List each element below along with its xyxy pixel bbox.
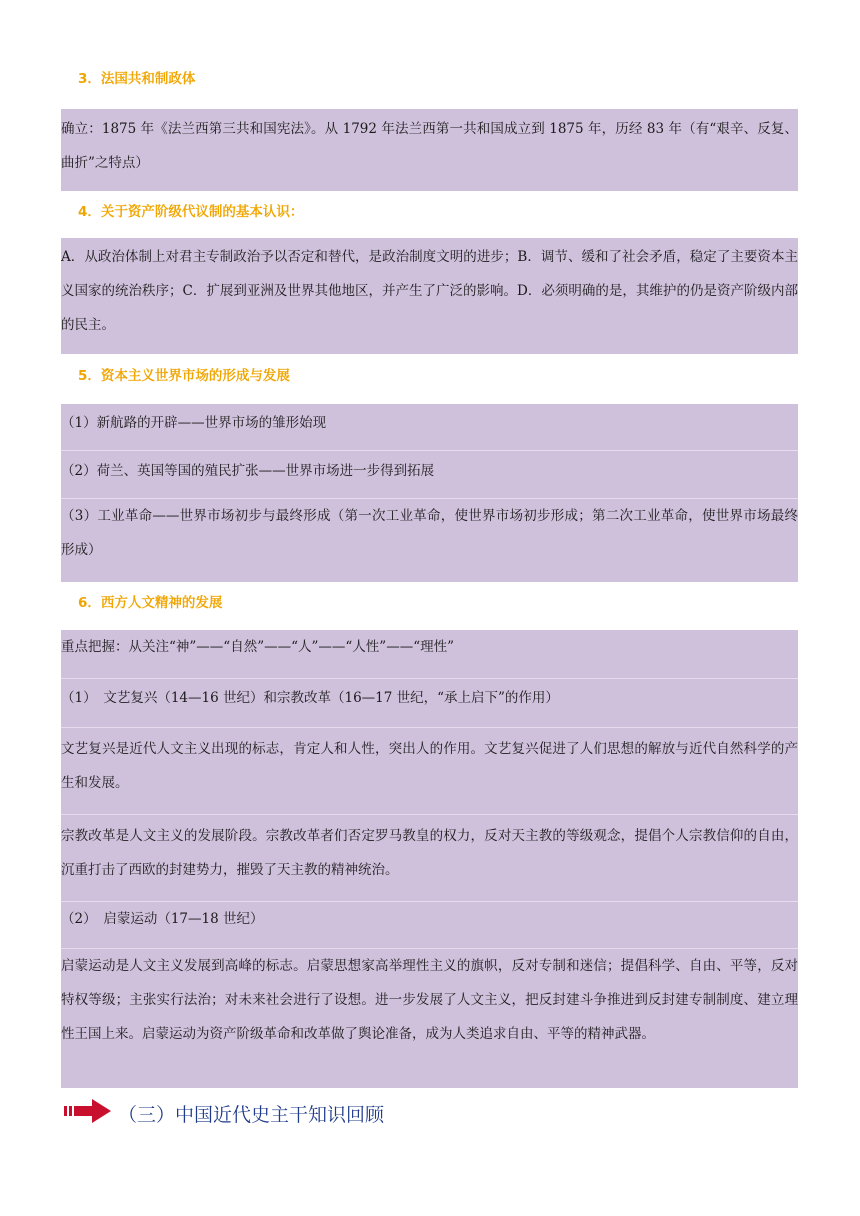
content-box-3 xyxy=(61,109,798,191)
red-arrow-icon xyxy=(64,1098,112,1128)
section-heading-4: 4．关于资产阶级代议制的基本认识： xyxy=(78,204,304,220)
chapter-title-text: （三）中国近代史主干知识回顾 xyxy=(118,1103,385,1126)
paragraph: （1）新航路的开辟——世界市场的雏形始现 xyxy=(61,415,327,431)
section-heading-3: 3．法国共和制政体 xyxy=(78,71,196,87)
content-box-6 xyxy=(61,630,798,1088)
content-box-5 xyxy=(61,404,798,582)
paragraph: 确立：1875 年《法兰西第三共和国宪法》。从 1792 年法兰西第一共和国成立到 1875 年，历经 83 年（有“艰辛、反复、曲折”之特点） xyxy=(61,121,798,171)
paragraph: 文艺复兴是近代人文主义出现的标志，肯定人和人性，突出人的作用。文艺复兴促进了人们思想的解放与近代自然科学的产生和发展。 xyxy=(61,727,798,814)
paragraph: （2） 启蒙运动（17—18 世纪） xyxy=(61,901,798,948)
paragraph: （1） 文艺复兴（14—16 世纪）和宗教改革（16—17 世纪，“承上启下”的作用） xyxy=(61,678,798,727)
paragraph: 重点把握：从关注“神”——“自然”——“人”——“人性”——“理性” xyxy=(61,639,455,655)
paragraph: 启蒙运动是人文主义发展到高峰的标志。启蒙思想家高举理性主义的旗帜，反对专制和迷信；提倡科学、自由、平等，反对特权等级；主张实行法治；对未来社会进行了设想。进一步发展了人文主义，把反封建斗争推进到反封建专制制度、建立理性王国上来。启蒙运动为资产阶级革命和改革做了舆论准备，成为人类追求自由、平等的精神武器。 xyxy=(61,948,798,1051)
paragraph: （3）工业革命——世界市场初步与最终形成（第一次工业革命，使世界市场初步形成；第二次工业革命，使世界市场最终形成） xyxy=(61,498,798,567)
section-heading-6: 6．西方人文精神的发展 xyxy=(78,595,223,611)
section-heading-5: 5．资本主义世界市场的形成与发展 xyxy=(78,368,290,384)
content-box-4 xyxy=(61,238,798,354)
paragraph: （2）荷兰、英国等国的殖民扩张——世界市场进一步得到拓展 xyxy=(61,450,798,498)
paragraph: A．从政治体制上对君主专制政治予以否定和替代，是政治制度文明的进步；B．调节、缓和了社会矛盾，稳定了主要资本主义国家的统治秩序；C．扩展到亚洲及世界其他地区，并产生了广泛的影响。D．必须明确的是，其维护的仍是资产阶级内部的民主。 xyxy=(61,249,798,333)
chapter-title xyxy=(64,1096,384,1130)
paragraph: 宗教改革是人文主义的发展阶段。宗教改革者们否定罗马教皇的权力，反对天主教的等级观念，提倡个人宗教信仰的自由，沉重打击了西欧的封建势力，摧毁了天主教的精神统治。 xyxy=(61,814,798,901)
